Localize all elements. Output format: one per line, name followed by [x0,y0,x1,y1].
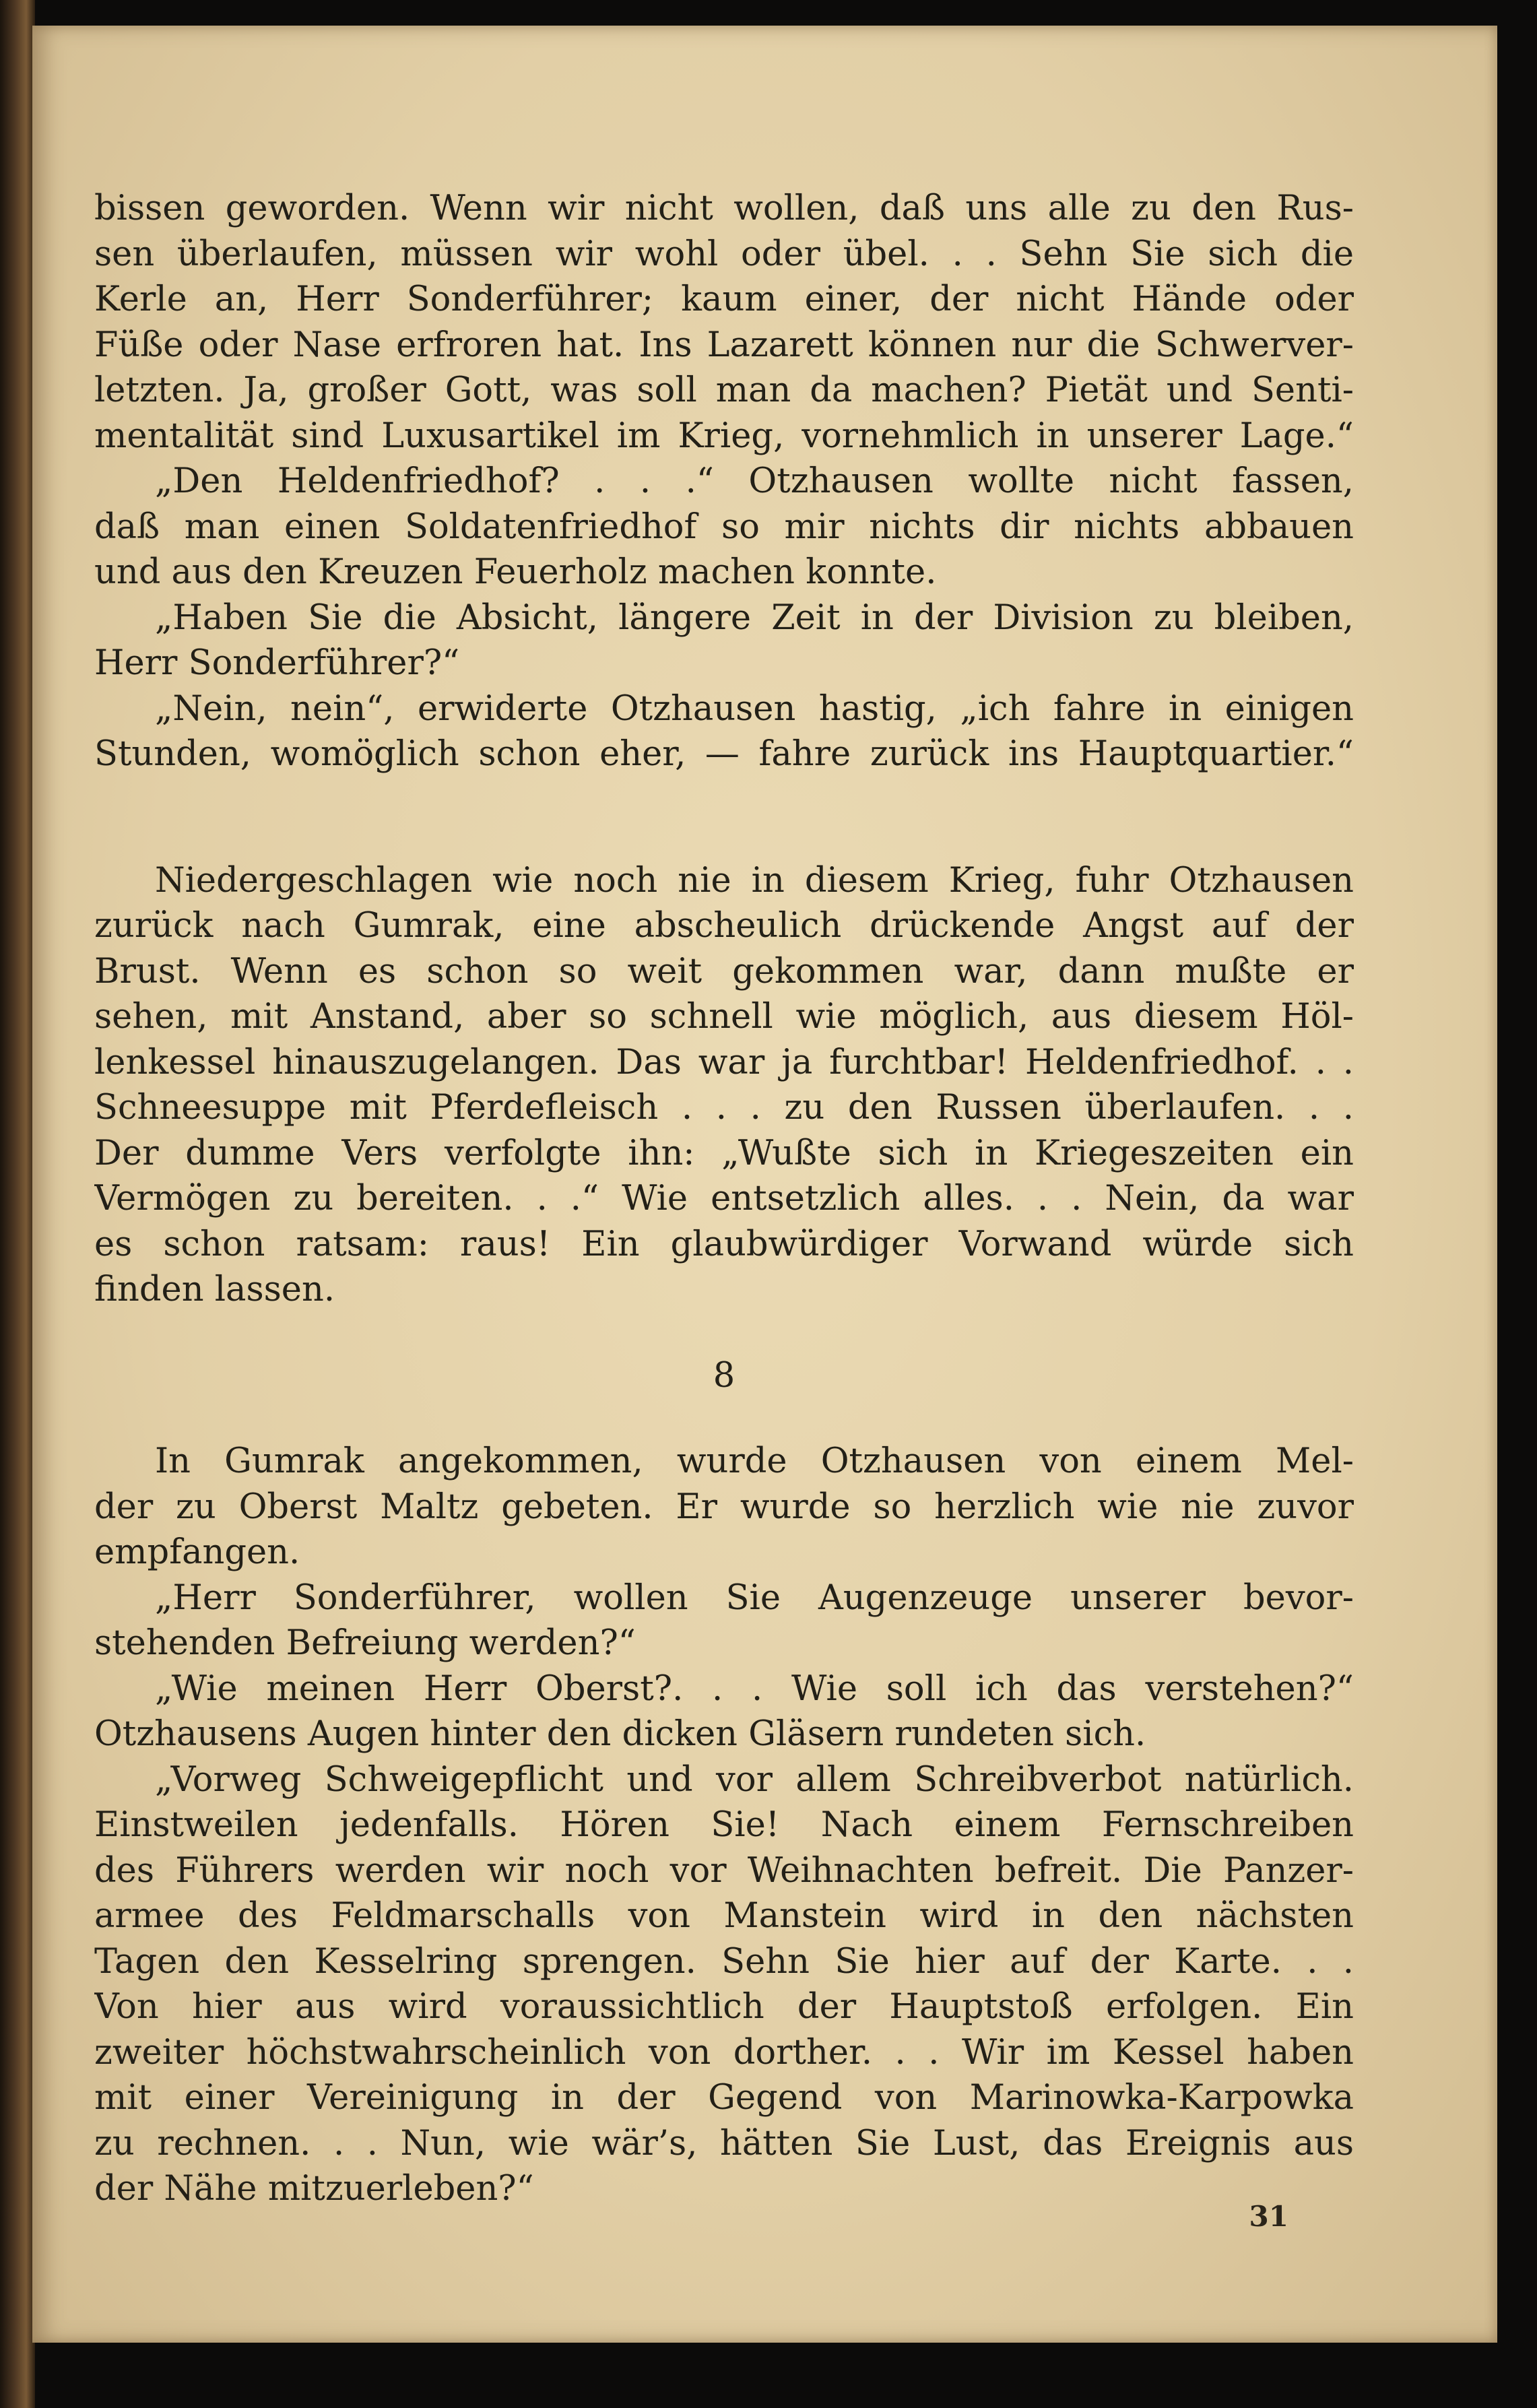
book-page [32,26,1497,2343]
text-line: In Gumrak angekommen, wurde Otzhausen von einem Mel- [155,1441,1354,1481]
text-line: letzten. Ja, großer Gott, was soll man da machen? Pietät und Senti- [94,370,1354,410]
text-line: zweiter höchstwahrscheinlich von dorther. . . Wir im Kessel haben [94,2032,1354,2073]
paragraph-gap [94,777,1354,858]
text-line: mentalität sind Luxusartikel im Krieg, vornehmlich in unserer Lage.“ [94,416,1354,456]
text-line: der zu Oberst Maltz gebeten. Er wurde so herzlich wie nie zuvor [94,1487,1354,1527]
text-line: Einstweilen jedenfalls. Hören Sie! Nach einem Fernschreiben [94,1805,1354,1845]
text-line: Otzhausens Augen hinter den dicken Gläsern rundeten sich. [94,1714,1146,1754]
text-line: „Herr Sonderführer, wollen Sie Augenzeuge unserer bevor- [155,1577,1354,1618]
text-line: Kerle an, Herr Sonderführer; kaum einer, der nicht Hände oder [94,280,1354,319]
text-line: armee des Feldmarschalls von Manstein wird in den nächsten [94,1896,1354,1936]
chapter-gap-top [94,1313,1354,1353]
text-line: des Führers werden wir noch vor Weihnachten befreit. Die Panzer- [94,1850,1354,1891]
text-line: „Nein, nein“, erwiderte Otzhausen hastig, „ich fahre in einigen [155,688,1354,729]
text-line: Von hier aus wird voraussichtlich der Hauptstoß erfolgen. Ein [94,1987,1354,2027]
text-line: Vermögen zu bereiten. . .“ Wie entsetzlich alles. . . Nein, da war [94,1179,1354,1218]
chapter-gap-bottom [94,1398,1354,1439]
text-line: empfangen. [94,1532,300,1572]
text-line: mit einer Vereinigung in der Gegend von Marinowka-Karpowka [94,2078,1354,2118]
text-line: und aus den Kreuzen Feuerholz machen konnte. [94,552,937,592]
text-line: sehen, mit Anstand, aber so schnell wie möglich, aus diesem Höl- [94,997,1354,1037]
page-number: 31 [1249,2200,1288,2233]
text-line: Niedergeschlagen wie noch nie in diesem Krieg, fuhr Otzhausen [155,860,1354,901]
page-text [94,186,1354,2212]
text-line: sen überlaufen, müssen wir wohl oder übel. . . Sehn Sie sich die [94,234,1354,274]
text-line: Füße oder Nase erfroren hat. Ins Lazarett können nur die Schwerver- [94,325,1354,365]
book-spine [0,0,35,2408]
text-line: zurück nach Gumrak, eine abscheulich drückende Angst auf der [94,906,1354,946]
text-line: Stunden, womöglich schon eher, — fahre zurück ins Hauptquartier.“ [94,734,1354,774]
text-line: zu rechnen. . . Nun, wie wär’s, hätten Sie Lust, das Ereignis aus [94,2123,1354,2163]
chapter-number: 8 [713,1355,735,1396]
text-line: „Haben Sie die Absicht, längere Zeit in der Division zu bleiben, [155,597,1354,638]
text-line: „Vorweg Schweigepflicht und vor allem Schreibverbot natürlich. [155,1759,1354,1800]
text-line: finden lassen. [94,1270,335,1309]
paragraph-group-2 [94,858,1354,1313]
text-line: „Den Heldenfriedhof? . . .“ Otzhausen wollte nicht fassen, [155,461,1354,501]
text-line: es schon ratsam: raus! Ein glaubwürdiger Vorwand würde sich [94,1224,1354,1264]
text-line: Der dumme Vers verfolgte ihn: „Wußte sich in Kriegeszeiten ein [94,1133,1354,1173]
paragraph-group-1 [94,186,1354,777]
text-line: Brust. Wenn es schon so weit gekommen war, dann mußte er [94,951,1354,991]
text-line: bissen geworden. Wenn wir nicht wollen, daß uns alle zu den Rus- [94,189,1354,228]
text-line: Schneesuppe mit Pferdefleisch . . . zu den Russen überlaufen. . . [94,1088,1354,1128]
text-line: stehenden Befreiung werden?“ [94,1623,636,1663]
text-line: „Wie meinen Herr Oberst?. . . Wie soll ich das verstehen?“ [155,1668,1354,1709]
text-line: Tagen den Kesselring sprengen. Sehn Sie hier auf der Karte. . . [94,1941,1354,1982]
text-line: daß man einen Soldatenfriedhof so mir nichts dir nichts abbauen [94,507,1354,547]
text-line: lenkessel hinauszugelangen. Das war ja furchtbar! Heldenfriedhof. . . [94,1042,1354,1082]
text-line: der Nähe mitzuerleben?“ [94,2169,534,2209]
paragraph-group-3 [94,1439,1354,2212]
text-line: Herr Sonderführer?“ [94,643,460,683]
